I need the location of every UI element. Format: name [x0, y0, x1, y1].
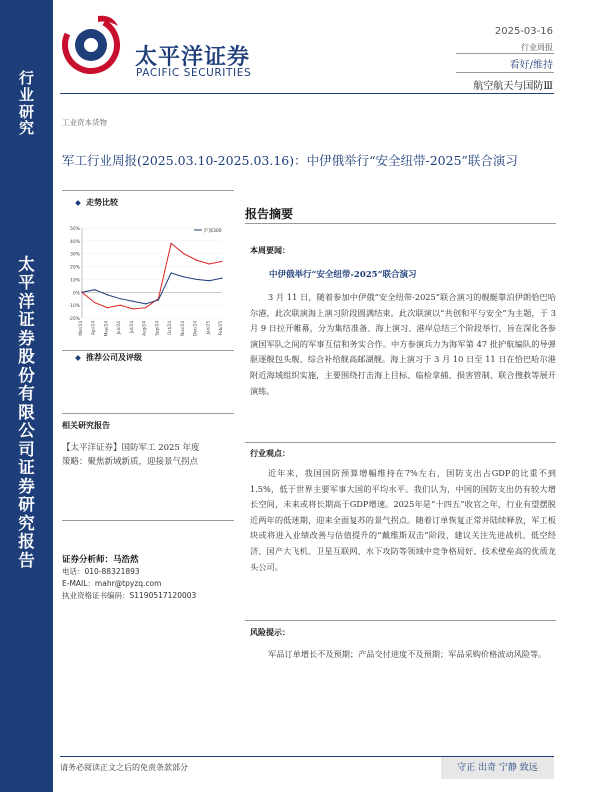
chart-point — [120, 305, 121, 306]
chart-point — [81, 292, 82, 293]
news-title: 中伊俄举行“安全纽带-2025”联合演习 — [269, 270, 417, 280]
report-type: 行业周报 — [521, 43, 553, 52]
chart-point — [196, 260, 197, 261]
divider — [62, 520, 234, 521]
chart-x-tick-label: Oct/24 — [167, 321, 173, 335]
chart-y-tick-label: 50% — [69, 227, 80, 232]
chart-point — [221, 261, 222, 262]
chart-point — [170, 272, 171, 273]
chart-point — [158, 299, 159, 300]
sidebar-top-char: 行 — [18, 69, 34, 87]
trend-chart — [60, 218, 230, 348]
industry-name: 航空航天与国防Ⅲ — [473, 81, 553, 92]
abstract-heading: 报告摘要 — [245, 207, 294, 221]
divider — [456, 53, 554, 54]
chart-y-tick-label: 40% — [69, 239, 80, 245]
chart-point — [120, 298, 121, 299]
news-heading: 本周要闻： — [250, 245, 290, 255]
category-label: 工业资本货物 — [62, 118, 107, 127]
trend-heading: 走势比较 — [76, 197, 118, 208]
sidebar-company-char: 有 — [18, 384, 35, 404]
divider — [456, 72, 554, 73]
sidebar-company-char: 份 — [18, 365, 35, 385]
sidebar-company-char: 股 — [18, 347, 35, 367]
chart-x-tick-label: Jul/24 — [128, 321, 134, 333]
chart-x-tick-label: Aug/24 — [141, 321, 147, 336]
divider — [62, 350, 234, 351]
report-date: 2025-03-16 — [494, 26, 553, 37]
chart-x-tick-label: Apr/24 — [90, 321, 96, 335]
chart-y-tick-label: -20% — [68, 317, 80, 322]
sidebar-company-char: 证 — [18, 458, 35, 478]
chart-y-tick-label: 30% — [69, 252, 80, 258]
brand-name-en: PACIFIC SECURITIES — [136, 67, 252, 79]
chart-series-line — [82, 273, 222, 304]
divider — [245, 442, 556, 443]
brand-name-cn: 太平洋证券 — [135, 45, 251, 70]
chart-point — [145, 303, 146, 304]
chart-point — [145, 307, 146, 308]
sidebar-company-char: 究 — [18, 513, 35, 533]
risk-heading: 风险提示： — [250, 627, 290, 637]
analyst-email[interactable]: E-MAIL：mahr@tpyzq.com — [62, 579, 162, 588]
sidebar-company-char: 研 — [18, 495, 35, 515]
divider — [245, 620, 556, 621]
footer-motto: 守正 出奇 宁静 致远 — [441, 757, 554, 779]
chart-point — [209, 280, 210, 281]
sidebar-top-char: 究 — [18, 119, 34, 138]
chart-x-tick-label: Jan/25 — [205, 321, 211, 335]
chart-y-tick-label: 20% — [69, 265, 80, 271]
analyst-heading: 证券分析师：马浩然 — [62, 555, 139, 565]
trend-chart-svg — [60, 218, 230, 348]
chart-y-tick-label: -10% — [68, 304, 80, 310]
sidebar-company-char: 洋 — [18, 291, 35, 311]
chart-point — [196, 279, 197, 280]
sidebar-company-char: 太 — [18, 255, 35, 274]
chart-point — [107, 307, 108, 308]
chart-x-tick-label: Sep/24 — [154, 321, 160, 336]
sidebar-top-char: 业 — [18, 85, 34, 104]
sidebar-company-char: 券 — [18, 328, 35, 348]
footer-disclaimer: 请务必阅读正文之后的免责条款部分 — [60, 763, 188, 772]
chart-point — [221, 278, 222, 279]
chart-y-tick-label: 0% — [72, 291, 80, 297]
sidebar-company-char: 司 — [18, 439, 35, 459]
industry-view-heading: 行业观点： — [250, 448, 290, 458]
chart-x-tick-label: Mar/24 — [78, 321, 83, 336]
header-rule — [60, 93, 554, 94]
chart-point — [107, 294, 108, 295]
chart-point — [94, 289, 95, 290]
chart-point — [183, 276, 184, 277]
chart-point — [170, 243, 171, 244]
sidebar-company-char: 告 — [18, 550, 35, 570]
chart-x-tick-label: Feb/25 — [218, 321, 223, 336]
chart-y-tick-label: 10% — [69, 278, 80, 284]
chart-point — [209, 263, 210, 264]
chart-point — [132, 308, 133, 309]
chart-legend-label: 沪深300 — [204, 229, 222, 234]
news-body: 3 月 11 日，随着参加中伊俄“安全纽带-2025”联合演习的舰艇靠泊伊朗恰巴哈尔港，此次联演海上演习阶段圆满结束。此次联演以“共创和平与安全”为主题，于 3 月 9 日拉开帷幕，分为集结准备、海上演习、港岸总结三个阶段举行，旨在深化各参演国军队之间的军事互信和务实合作。中方参演兵力为海军第 47 批护航编队的导弹驱逐舰包头舰、综合补给舰高邮湖舰。海上演习于 3 月 10 日至 11 日在恰巴哈尔港附近海域组织实施，主要围绕打击海上目标、临检拿捕、损害管制、联合搜救等展开演练。 — [250, 292, 556, 396]
rating: 看好/维持 — [509, 60, 553, 71]
sidebar-industry-research-label — [0, 70, 53, 137]
industry-view-body: 近年来，我国国防预算增幅维持在7%左右，国防支出占GDP的比重不到1.5%，低于世界主要军事大国的平均水平。我们认为，中国的国防支出仍有较大增长空间，未来或将长期高于GDP增速。2025年是“十四五”收官之年，行业有望摆脱近两年的低迷期，迎来全面复苏的景气拐点。随着订单恢复正常并陆续释放，军工板块或将进入业绩改善与估值提升的“戴维斯双击”阶段，建议关注先进战机、低空经济、国产大飞机、卫星互联网、水下攻防等领域中竞争格局好、技术壁垒高的优质龙头公司。 — [250, 468, 556, 572]
chart-x-tick-label: Nov/24 — [179, 321, 185, 336]
sidebar-top-char: 研 — [18, 102, 34, 121]
chart-series-line — [82, 243, 222, 309]
chart-point — [94, 302, 95, 303]
pacific-securities-logo-icon — [60, 12, 122, 74]
related-report-link[interactable]: 【太平洋证券】国防军工 2025 年度 策略：聚焦新域新质，迎接景气拐点 — [62, 443, 200, 467]
chart-point — [132, 301, 133, 302]
analyst-contact — [62, 566, 196, 602]
sidebar-company-char: 平 — [18, 273, 35, 293]
sidebar — [0, 0, 53, 792]
related-reports-heading: 相关研究报告 — [62, 420, 110, 430]
analyst-license: 执业资格证书编码：S1190517120003 — [62, 591, 197, 600]
divider — [62, 413, 234, 414]
chart-x-tick-label: May/24 — [103, 321, 109, 337]
recommend-heading: 推荐公司及评级 — [76, 352, 142, 363]
chart-x-tick-label: Dec/24 — [192, 321, 198, 336]
chart-point — [183, 253, 184, 254]
divider — [62, 190, 234, 191]
analyst-phone: 电话：010-88321893 — [62, 567, 140, 576]
sidebar-company-char: 报 — [18, 532, 35, 552]
sidebar-company-char: 券 — [18, 476, 35, 496]
sidebar-company-char: 证 — [18, 310, 35, 330]
sidebar-company-label — [0, 256, 53, 570]
sidebar-company-char: 限 — [18, 402, 35, 422]
divider — [245, 223, 556, 224]
sidebar-company-char: 公 — [18, 421, 35, 441]
chart-x-tick-label: Jun/24 — [116, 321, 122, 335]
risk-body: 军品订单增长不及预期；产品交付进度不及预期；军品采购价格波动风险等。 — [268, 649, 547, 659]
report-title: 军工行业周报(2025.03.10-2025.03.16)：中伊俄举行“安全纽带-2025”联合演习 — [62, 153, 518, 168]
